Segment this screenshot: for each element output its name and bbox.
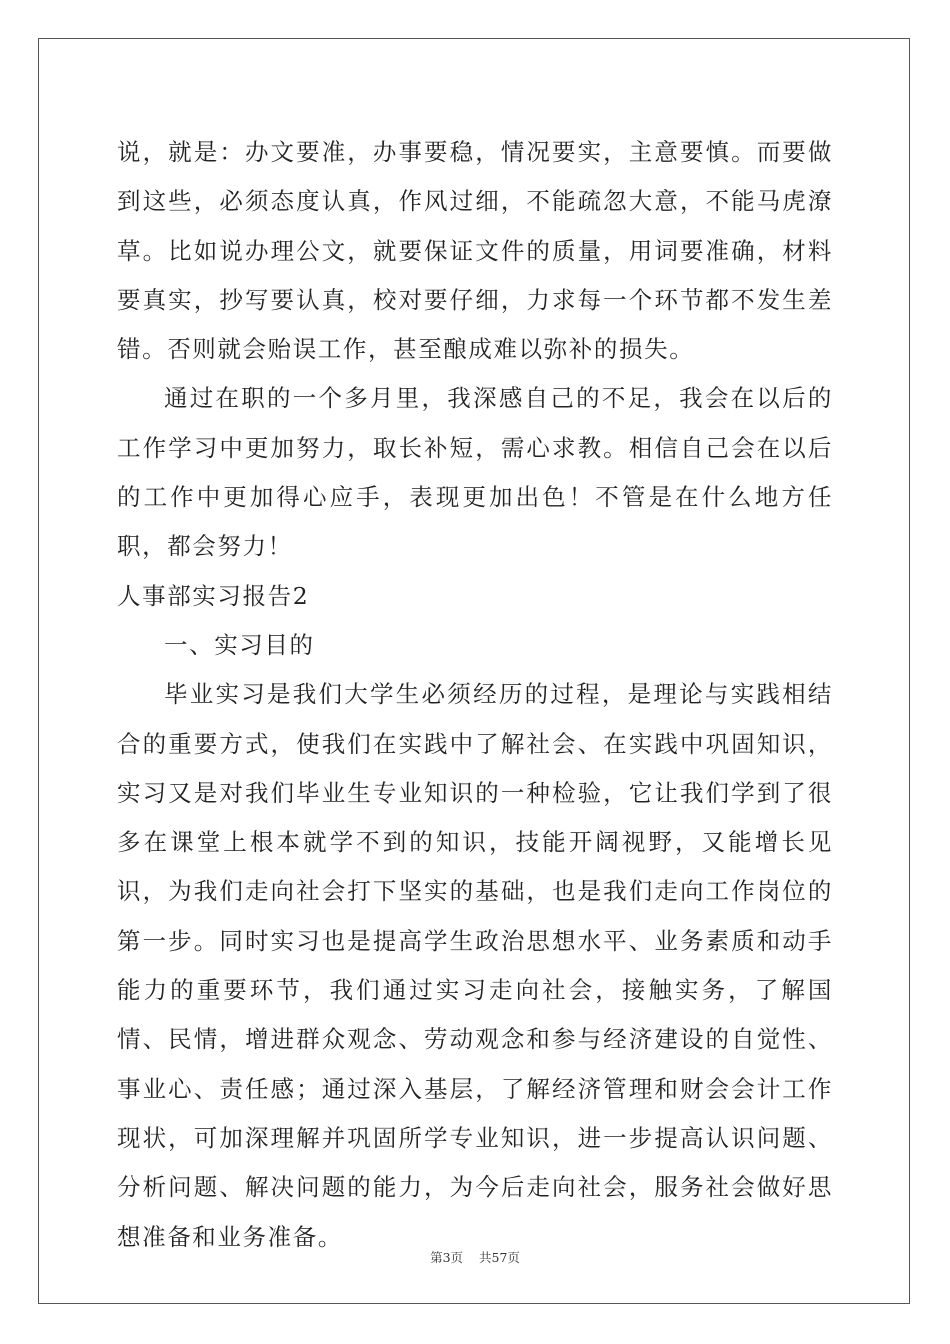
- document-body: [117, 128, 833, 1262]
- subsection-heading: 一、实习目的: [164, 630, 315, 659]
- paragraph-purpose: 毕业实习是我们大学生必须经历的过程，是理论与实践相结合的重要方式，使我们在实践中了解社会、在实践中巩固知识，实习又是对我们毕业生专业知识的一种检验，它让我们学到了很多在课堂上根本就学不到的知识，技能开阔视野，又能增长见识，为我们走向社会打下坚实的基础，也是我们走向工作岗位的第一步。同时实习也是提高学生政治思想水平、业务素质和动手能力的重要环节，我们通过实习走向社会，接触实务，了解国情、民情，增进群众观念、劳动观念和参与经济建设的自觉性、事业心、责任感；通过深入基层，了解经济管理和财会会计工作现状，可加深理解并巩固所学专业知识，进一步提高认识问题、分析问题、解决问题的能力，为今后走向社会，服务社会做好思想准备和业务准备。: [117, 680, 833, 1251]
- page-footer: [0, 1248, 950, 1266]
- paragraph-continuation: 说，就是：办文要准，办事要稳，情况要实，主意要慎。而要做到这些，必须态度认真，作风过细，不能疏忽大意，不能马虎潦草。比如说办理公文，就要保证文件的质量，用词要准确，材料要真实，抄写要认真，校对要仔细，力求每一个环节都不发生差错。否则就会贻误工作，甚至酿成难以弥补的损失。: [117, 138, 833, 364]
- page-number: 第3页: [430, 1250, 464, 1265]
- paragraph-reflection: 通过在职的一个多月里，我深感自己的不足，我会在以后的工作学习中更加努力，取长补短，需心求教。相信自己会在以后的工作中更加得心应手，表现更加出色！不管是在什么地方任职，都会努力！: [117, 384, 833, 561]
- page-total: 共57页: [479, 1250, 520, 1265]
- section-title: 人事部实习报告2: [117, 581, 310, 610]
